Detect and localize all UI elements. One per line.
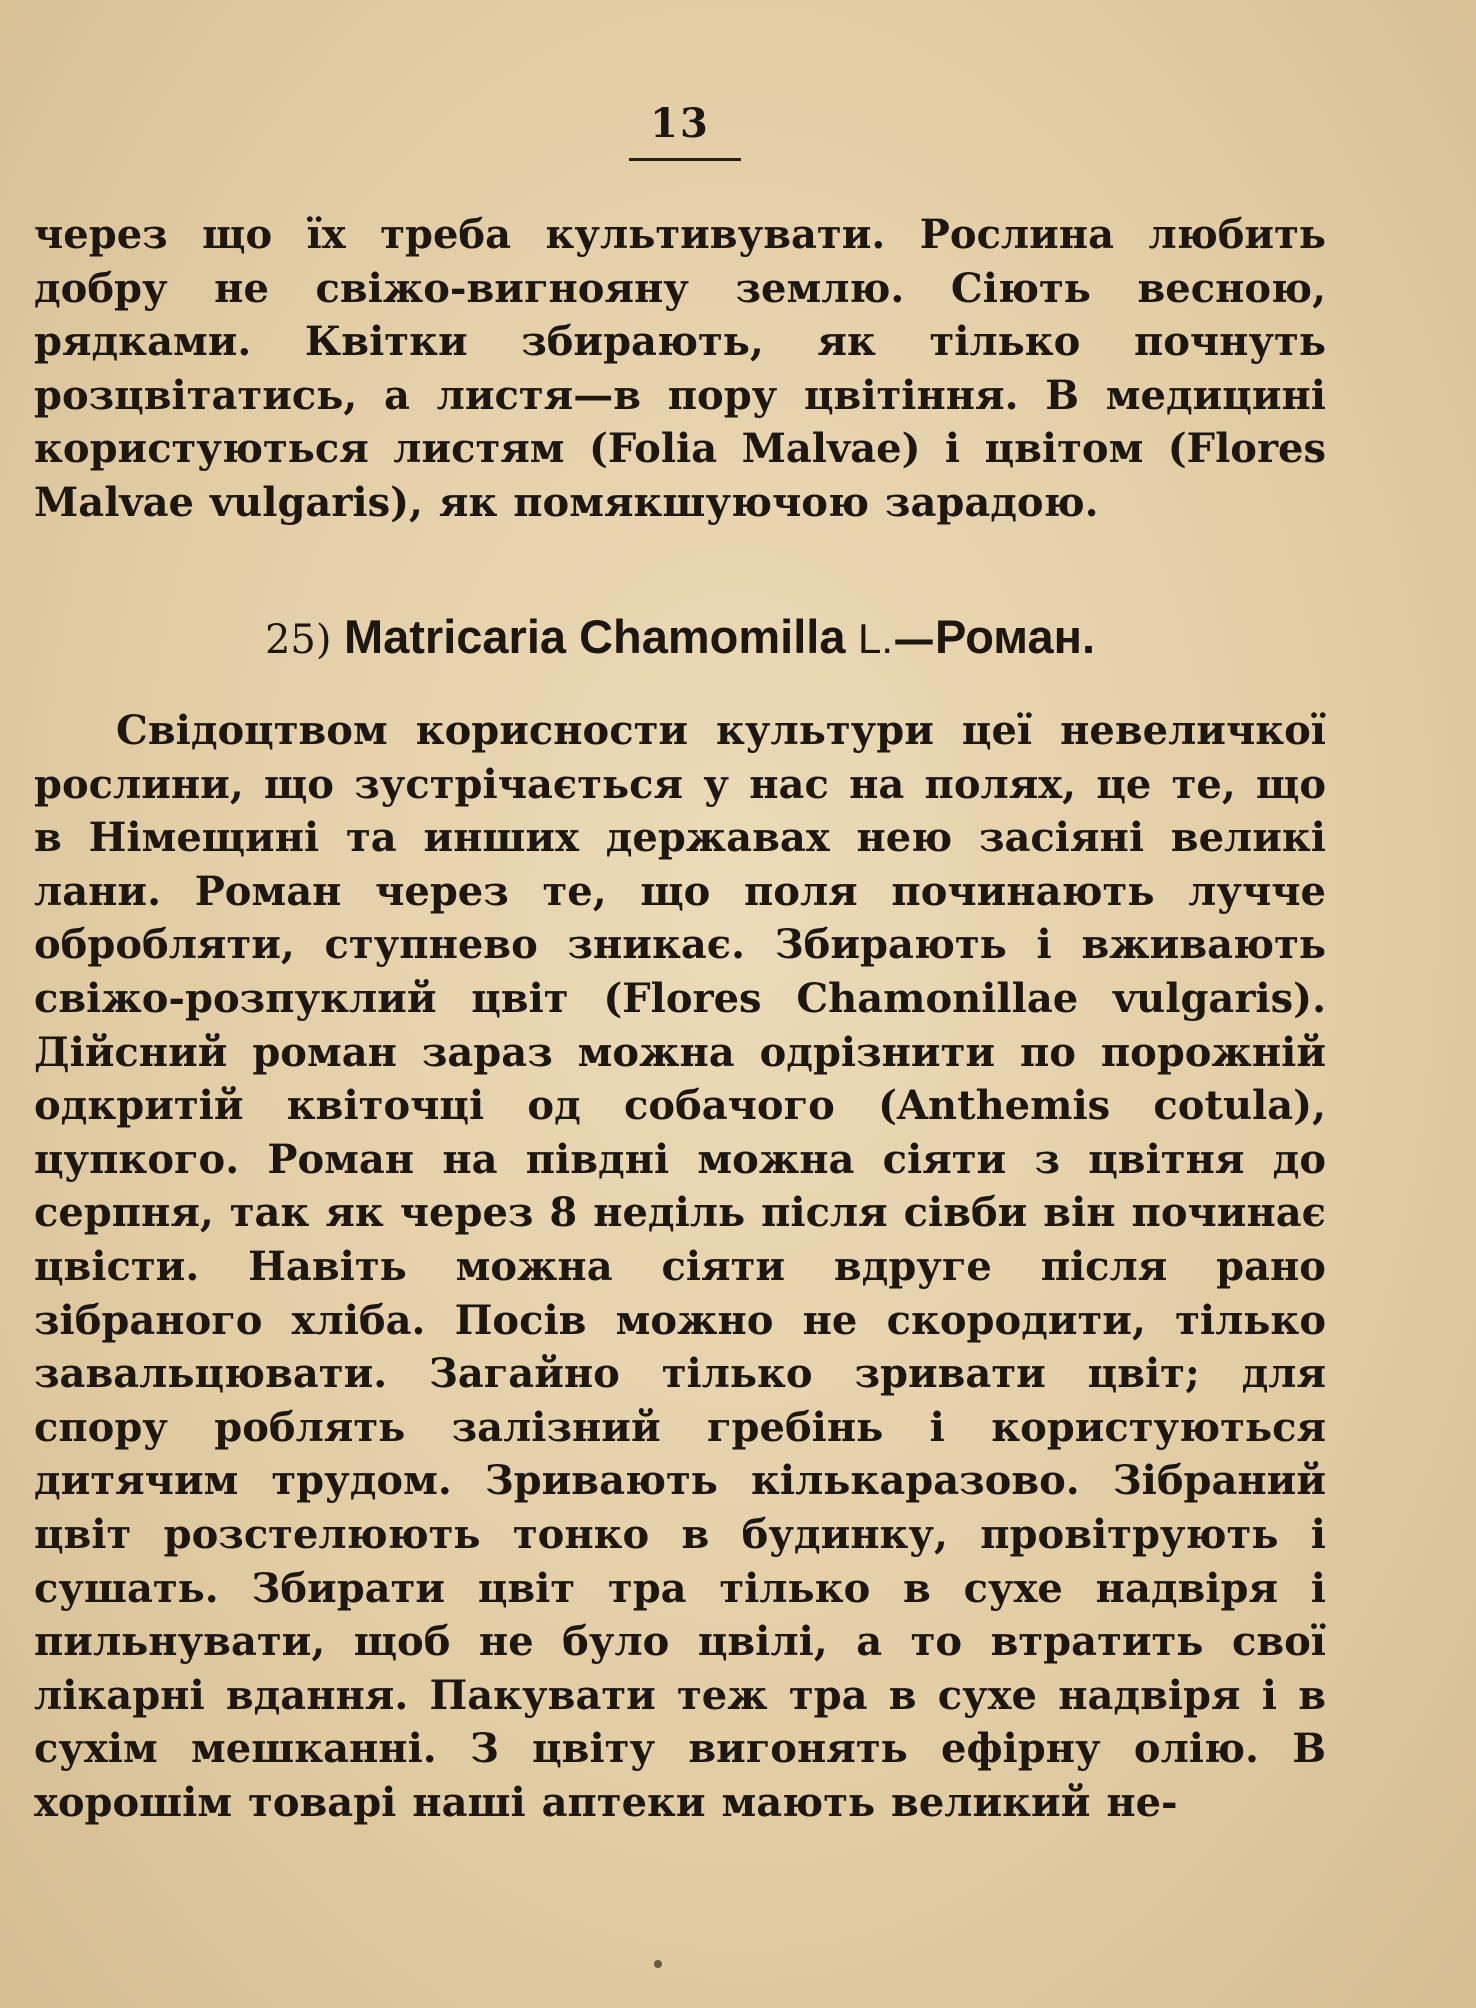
print-speck [654,1960,662,1968]
latin-name: Matricaria Chamomilla [343,610,846,663]
author-abbreviation: L. [858,615,894,662]
heading-separator: — [893,614,936,663]
section-number: 25) [264,617,332,663]
paragraph-malva-continuation: через що їх треба культивувати. Рослина любить добру не свіжо-вигнояну землю. Сіють весною, рядками. Квітки збирають, як тілько почнуть розцвітатись, а листя—в пору цвітіння. В медицині користуються листям (Folia Malvae) і цвітом (Flores Malvae vulgaris), як помякшуючою зарадою. [34,211,1326,526]
book-page [34,0,1326,2008]
page-number: 13 [650,100,710,147]
page-number-underline [629,158,741,161]
section-heading [34,607,1326,670]
paragraph-chamomile: Свідоцтвом корисности культури цеї невеличкої рослини, що зустрічається у нас на полях, це те, що в Німещині та инших державах нею засіяні великі лани. Роман через те, що поля починають лучче обробляти, ступнево зникає. Збирають і вживають свіжо-розпуклий цвіт (Flores Chamonillae vulgaris). Дійсний роман зараз можна одрізнити по порожній одкритій квіточці од собачого (Anthemis cotula), цупкого. Роман на півдні можна сіяти з цвітня до серпня, так як через 8 неділь після сівби він починає цвісти. Навіть можна сіяти вдруге після рано зібраного хліба. Посів можно не скородити, тілько завальцювати. Загайно тілько зривати цвіт; для спору роблять залізний гребінь і користуються дитячим трудом. Зривають кількаразово. Зібраний цвіт розстелюють тонко в будинку, провітрують і сушать. Збирати цвіт тра тілько в сухе надвіря і пильнувати, щоб не було цвілі, а то втратить свої лікарні вдання. Пакувати теж тра в сухе надвіря і в сухім мешканні. З цвіту вигонять ефірну олію. В хорошім товарі наші аптеки мають великий не- [34,707,1326,1826]
common-name: Роман. [935,610,1096,663]
